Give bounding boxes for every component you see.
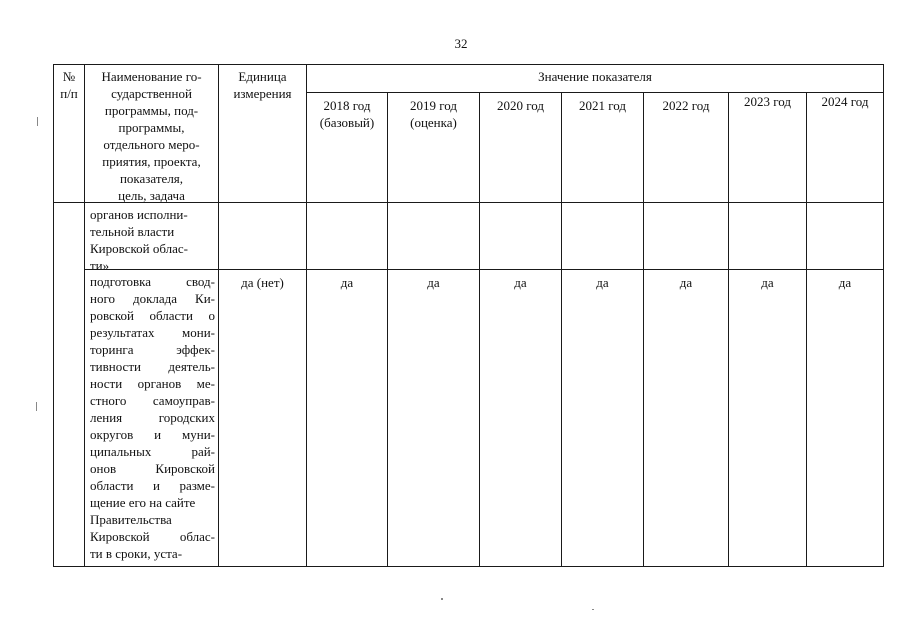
row-2-name-line: Кировской облас- bbox=[90, 529, 215, 544]
row-2-name-line: стного самоуправ- bbox=[90, 393, 215, 408]
scan-mark bbox=[37, 117, 38, 126]
row-2-value-2020 bbox=[479, 269, 561, 567]
header-value-group-cell bbox=[306, 64, 884, 92]
header-num-line: № bbox=[62, 69, 76, 84]
header-name-line: показателя, bbox=[119, 171, 184, 186]
row-1-name-line: тельной власти bbox=[90, 224, 175, 239]
row-1-value-2021 bbox=[561, 202, 643, 269]
row-2-name-line: области и разме- bbox=[90, 478, 215, 493]
header-year-label: 2020 год bbox=[497, 98, 544, 113]
row-2-value: да bbox=[596, 275, 609, 290]
row-1-value-2022 bbox=[643, 202, 728, 269]
header-name-line: Наименование го- bbox=[101, 69, 202, 84]
row-2-value-2022 bbox=[643, 269, 728, 567]
row-2-name-line: результатах мони- bbox=[90, 325, 215, 340]
header-year-2019 bbox=[387, 92, 479, 202]
row-2-name-line: торинга эффек- bbox=[90, 342, 215, 357]
row-2-unit-cell bbox=[218, 269, 306, 567]
page-number: 32 bbox=[454, 36, 468, 51]
row-2-name-line: ления городских bbox=[90, 410, 215, 425]
row-1-name-line: органов исполни- bbox=[90, 207, 188, 222]
row-2-value: да bbox=[427, 275, 440, 290]
header-value-group: Значение показателя bbox=[538, 69, 652, 84]
row-1-value-2019 bbox=[387, 202, 479, 269]
row-1-unit-cell bbox=[218, 202, 306, 269]
header-year-label: 2023 год bbox=[744, 94, 791, 109]
header-year-label: 2021 год bbox=[579, 98, 626, 113]
header-unit-line: Единица bbox=[238, 69, 287, 84]
header-name-line: программы, под- bbox=[104, 103, 199, 118]
header-year-label: 2024 год bbox=[821, 94, 869, 109]
row-1-value-2024 bbox=[806, 202, 884, 269]
row-2-name-line: подготовка свод- bbox=[90, 274, 215, 289]
header-unit-line: измерения bbox=[233, 86, 292, 101]
row-2-value: да bbox=[514, 275, 527, 290]
row-2-name-line: щение его на сайте bbox=[90, 495, 196, 510]
header-year-2024 bbox=[806, 92, 884, 202]
row-2-value: да bbox=[679, 275, 693, 290]
header-year-2018 bbox=[306, 92, 387, 202]
header-year-label: 2019 год bbox=[410, 98, 457, 113]
header-num-line: п/п bbox=[60, 86, 78, 101]
row-2-value-2019 bbox=[387, 269, 479, 567]
scan-mark bbox=[592, 609, 594, 610]
header-name-line: приятия, проекта, bbox=[102, 154, 201, 169]
row-2-value-2023 bbox=[728, 269, 806, 567]
row-2-value: да bbox=[838, 275, 852, 290]
row-2-name-line: округов и муни- bbox=[90, 427, 215, 442]
row-1-value-2018 bbox=[306, 202, 387, 269]
header-year-2020 bbox=[479, 92, 561, 202]
header-name-line: отдельного меро- bbox=[103, 137, 200, 152]
row-2-value-2021 bbox=[561, 269, 643, 567]
row-2-unit: да (нет) bbox=[241, 275, 284, 290]
scan-mark bbox=[36, 402, 37, 411]
row-2-value-2024 bbox=[806, 269, 884, 567]
header-num-cell bbox=[53, 64, 84, 202]
row-2-name-line: тивности деятель- bbox=[90, 359, 215, 374]
row-2-name-line: ного доклада Ки- bbox=[90, 291, 215, 306]
header-year-note: (оценка) bbox=[410, 115, 457, 130]
row-2-name-line: ности органов ме- bbox=[90, 376, 215, 391]
row-1-name-line: Кировской облас- bbox=[90, 241, 188, 256]
row-2-name-line: ти в сроки, уста- bbox=[90, 546, 183, 561]
header-name-line: сударственной bbox=[111, 86, 192, 101]
header-year-2021 bbox=[561, 92, 643, 202]
row-1-name-cell bbox=[84, 202, 218, 273]
row-2-value: да bbox=[340, 275, 354, 290]
scan-mark bbox=[441, 598, 443, 600]
header-year-label: 2018 год bbox=[323, 98, 371, 113]
row-1-name-line: ти» bbox=[90, 258, 110, 273]
row-2-name-line: ровской области о bbox=[90, 308, 215, 323]
header-name-line: цель, задача bbox=[118, 188, 185, 203]
row-2-value-2018 bbox=[306, 269, 387, 567]
header-year-2023 bbox=[728, 92, 806, 202]
row-num-cell bbox=[53, 202, 84, 567]
header-name-cell bbox=[84, 64, 218, 202]
row-2-value: да bbox=[761, 275, 774, 290]
header-year-2022 bbox=[643, 92, 728, 202]
header-unit-cell bbox=[218, 64, 306, 202]
row-1-value-2023 bbox=[728, 202, 806, 269]
row-2-name-line: онов Кировской bbox=[90, 461, 215, 476]
row-2-name-line: Правительства bbox=[90, 512, 172, 527]
header-year-note: (базовый) bbox=[319, 115, 375, 130]
row-1-value-2020 bbox=[479, 202, 561, 269]
header-name-line: программы, bbox=[118, 120, 185, 135]
row-2-name-line: ципальных рай- bbox=[90, 444, 215, 459]
header-year-label: 2022 год bbox=[662, 98, 710, 113]
row-2-name-cell bbox=[84, 269, 218, 567]
